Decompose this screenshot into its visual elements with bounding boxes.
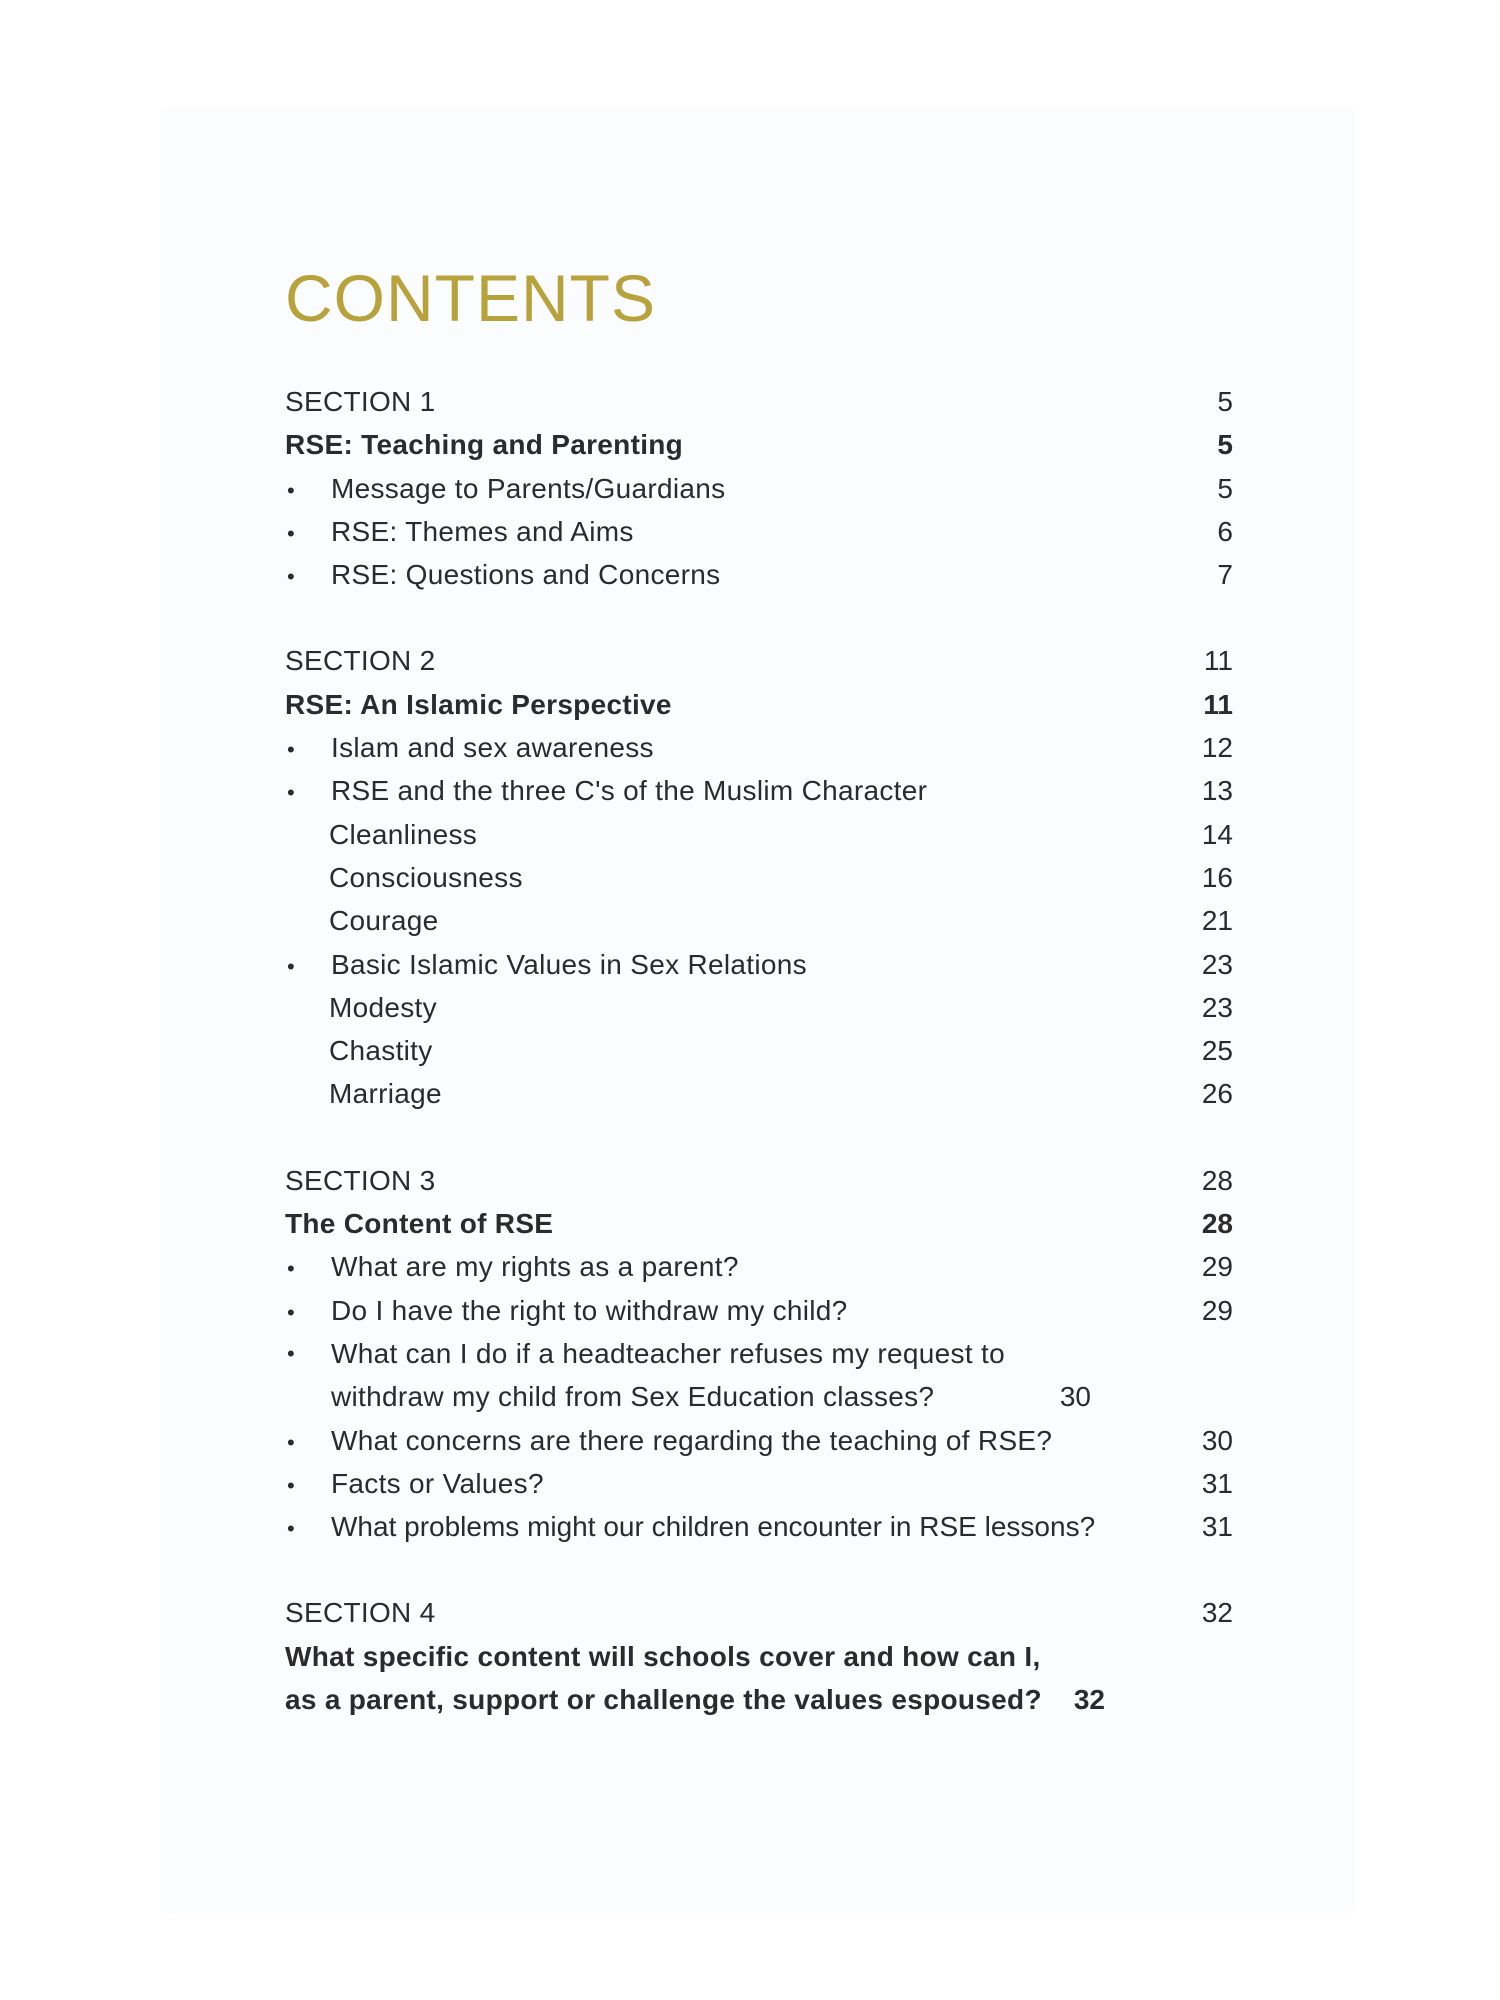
section-heading-label: SECTION 2 — [285, 645, 436, 677]
toc-entry[interactable] — [285, 1332, 1233, 1419]
toc-entry-label: Facts or Values? — [331, 1467, 544, 1499]
toc-entry[interactable] — [285, 510, 1233, 553]
toc-subentry[interactable] — [285, 899, 1233, 942]
section-heading-label: SECTION 1 — [285, 386, 436, 417]
toc-entry-label: What are my rights as a parent? — [331, 1251, 739, 1283]
toc-subentry[interactable] — [285, 1072, 1233, 1115]
page-title: CONTENTS — [285, 261, 656, 335]
toc-entry[interactable] — [285, 769, 1233, 812]
page-number: 29 — [1201, 1294, 1233, 1326]
toc-subentry-label: Marriage — [329, 1078, 442, 1110]
page-number: 5 — [1217, 429, 1233, 461]
toc-section-2 — [285, 639, 1233, 1115]
section-title[interactable] — [285, 1635, 1233, 1722]
toc-entry-label: Do I have the right to withdraw my child? — [331, 1294, 848, 1326]
page-number: 28 — [1201, 1208, 1233, 1240]
section-heading[interactable] — [285, 1159, 1233, 1202]
page-number: 23 — [1201, 991, 1233, 1023]
section-title[interactable] — [285, 1202, 1233, 1245]
page-number: 7 — [1217, 559, 1233, 591]
toc-entry[interactable] — [285, 1419, 1233, 1462]
toc-entry-label: RSE and the three C's of the Muslim Character — [331, 775, 928, 807]
bullet-icon: • — [287, 1340, 295, 1366]
bullet-icon: • — [287, 737, 295, 763]
page-number: 23 — [1201, 948, 1233, 980]
toc-entry-label: RSE: Questions and Concerns — [331, 559, 721, 591]
toc-entry[interactable] — [285, 553, 1233, 596]
section-title-label: RSE: Teaching and Parenting — [285, 429, 684, 461]
section-heading-label: SECTION 4 — [285, 1597, 436, 1629]
bullet-icon: • — [287, 1516, 295, 1542]
page-number: 32 — [1201, 1597, 1233, 1629]
toc-section-4 — [285, 1591, 1233, 1721]
section-heading-label: SECTION 3 — [285, 1164, 436, 1196]
toc-subentry-label: Courage — [329, 905, 439, 937]
toc-subentry[interactable] — [285, 986, 1233, 1029]
toc-subentry-label: Chastity — [329, 1035, 433, 1067]
toc-subentry[interactable] — [285, 1029, 1233, 1072]
bullet-icon: • — [287, 953, 295, 979]
page-number: 21 — [1201, 905, 1233, 937]
bullet-icon: • — [287, 780, 295, 806]
page-number: 16 — [1201, 861, 1233, 893]
page-number: 31 — [1201, 1511, 1233, 1543]
bullet-icon: • — [287, 1299, 295, 1325]
toc-subentry-label: Modesty — [329, 991, 437, 1023]
bullet-icon: • — [287, 1256, 295, 1282]
toc-entry[interactable] — [285, 1245, 1233, 1288]
toc-subentry[interactable] — [285, 856, 1233, 899]
page-number: 32 — [1073, 1684, 1105, 1716]
page-number: 29 — [1201, 1251, 1233, 1283]
bullet-icon: • — [287, 564, 295, 590]
toc-entry-label: Message to Parents/Guardians — [331, 472, 726, 504]
section-heading[interactable] — [285, 639, 1233, 682]
toc-entry-label: What problems might our children encounter in RSE lessons? — [331, 1511, 1096, 1543]
page-number: 11 — [1203, 688, 1233, 720]
section-title[interactable] — [285, 683, 1233, 726]
toc-entry-label: RSE: Themes and Aims — [331, 515, 634, 547]
page-number: 5 — [1217, 386, 1233, 417]
page-number: 30 — [1059, 1381, 1091, 1413]
toc-entry-label: What concerns are there regarding the teaching of RSE? — [331, 1424, 1053, 1456]
bullet-icon: • — [287, 1472, 295, 1498]
toc-entry[interactable] — [285, 1505, 1233, 1548]
section-title-label: RSE: An Islamic Perspective — [285, 688, 672, 720]
toc-entry[interactable] — [285, 726, 1233, 769]
page-number: 26 — [1201, 1078, 1233, 1110]
bullet-icon: • — [287, 477, 295, 503]
page-number: 12 — [1201, 732, 1233, 764]
table-of-contents — [285, 258, 1233, 1764]
toc-entry[interactable] — [285, 467, 1233, 510]
section-heading[interactable] — [285, 380, 1233, 423]
page-number: 13 — [1201, 775, 1233, 807]
toc-subentry-label: Cleanliness — [329, 818, 478, 850]
toc-section-1 — [285, 380, 1233, 596]
page-number: 14 — [1201, 818, 1233, 850]
toc-section-3 — [285, 1159, 1233, 1549]
section-title-label: What specific content will schools cover and how can I, as a parent, support or challenge the values espoused? — [285, 1640, 1042, 1716]
section-title[interactable] — [285, 423, 1233, 466]
toc-entry[interactable] — [285, 1462, 1233, 1505]
toc-entry[interactable] — [285, 943, 1233, 986]
bullet-icon: • — [287, 1429, 295, 1455]
toc-subentry-label: Consciousness — [329, 861, 523, 893]
page-number: 30 — [1201, 1424, 1233, 1456]
page-number: 5 — [1217, 472, 1233, 504]
toc-subentry[interactable] — [285, 813, 1233, 856]
section-title-label: The Content of RSE — [285, 1208, 554, 1240]
page-number: 25 — [1201, 1035, 1233, 1067]
toc-entry-label: Islam and sex awareness — [331, 732, 654, 764]
page-number: 11 — [1203, 645, 1233, 677]
page-number: 28 — [1201, 1164, 1233, 1196]
toc-entry-label: Basic Islamic Values in Sex Relations — [331, 948, 807, 980]
bullet-icon: • — [287, 520, 295, 546]
page-number: 31 — [1201, 1467, 1233, 1499]
section-heading[interactable] — [285, 1591, 1233, 1634]
toc-entry-label: What can I do if a headteacher refuses my request to withdraw my child from Sex Education classes? — [331, 1337, 1005, 1413]
toc-entry[interactable] — [285, 1289, 1233, 1332]
page-number: 6 — [1217, 515, 1233, 547]
